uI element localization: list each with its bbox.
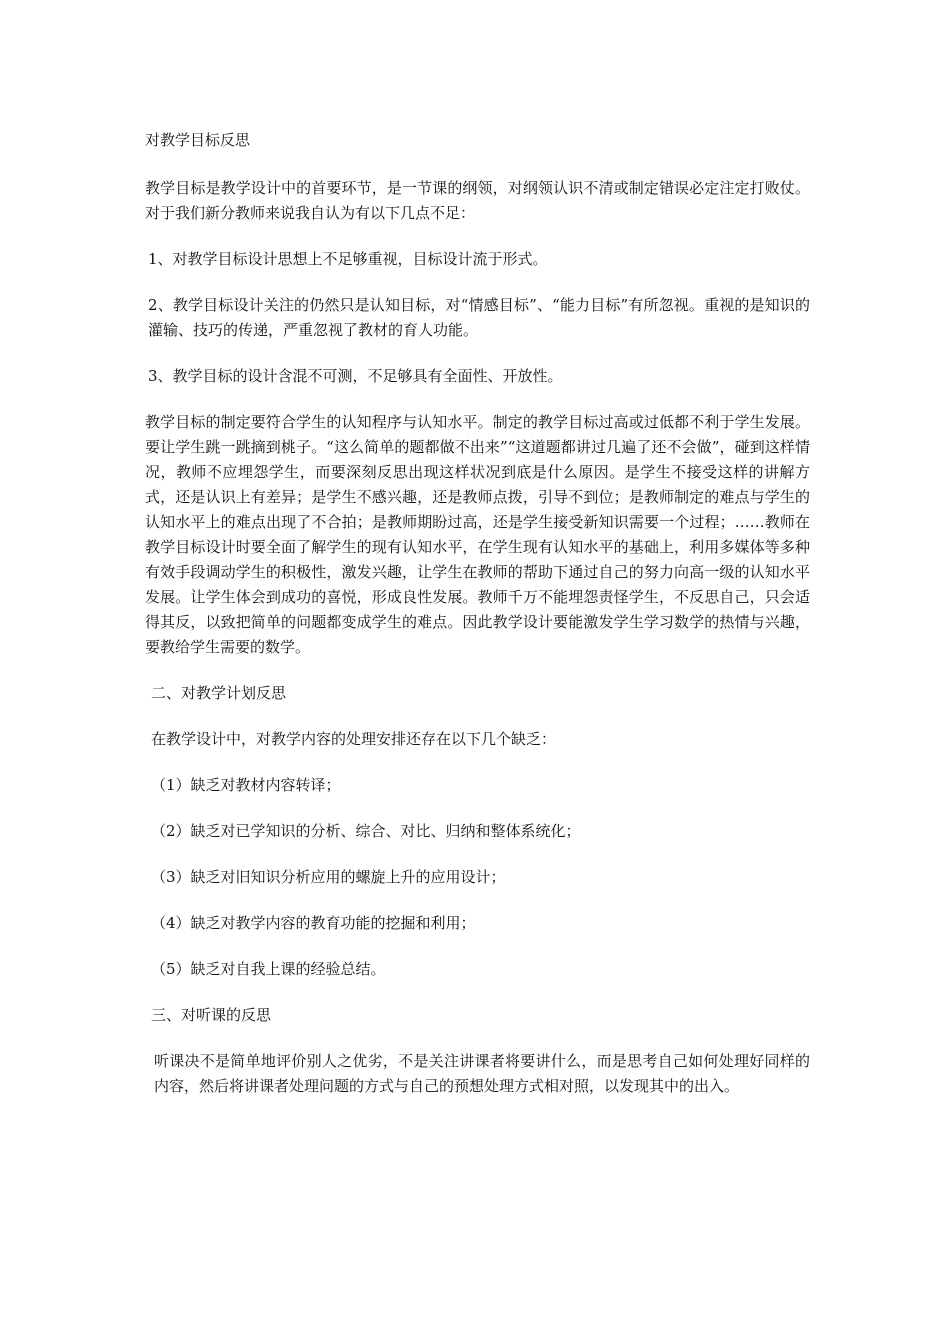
point-2: 2、教学目标设计关注的仍然只是认知目标，对“情感目标”、“能力目标”有所忽视。重视的是知识的灌输、技巧的传递，严重忽视了教材的育人功能。 bbox=[148, 296, 810, 339]
list-item: （3）缺乏对旧知识分析应用的螺旋上升的应用设计； bbox=[151, 868, 506, 886]
document-body bbox=[145, 128, 810, 1120]
analysis-paragraph: 教学目标的制定要符合学生的认知程序与认知水平。制定的教学目标过高或过低都不利于学生发展。要让学生跳一跳摘到桃子。“这么简单的题都做不出来”“这道题都讲过几遍了还不会做”，碰到这样情况，教师不应埋怨学生，而要深刻反思出现这样状况到底是什么原因。是学生不接受这样的讲解方式，还是认识上有差异；是学生不感兴趣，还是教师点拨，引导不到位；是教师制定的难点与学生的认知水平上的难点出现了不合拍；是教师期盼过高，还是学生接受新知识需要一个过程；……教师在教学目标设计时要全面了解学生的现有认知水平，在学生现有认知水平的基础上，利用多媒体等多种有效手段调动学生的积极性，激发兴趣，让学生在教师的帮助下通过自己的努力向高一级的认知水平发展。让学生体会到成功的喜悦，形成良性发展。教师千万不能埋怨责怪学生，不反思自己，只会适得其反，以致把简单的问题都变成学生的难点。因此教学设计要能激发学生学习数学的热情与兴趣，要教给学生需要的数学。 bbox=[145, 413, 810, 656]
document-title: 对教学目标反思 bbox=[145, 131, 251, 149]
point-1: 1、对教学目标设计思想上不足够重视，目标设计流于形式。 bbox=[148, 250, 548, 268]
section-3-heading: 三、对听课的反思 bbox=[151, 1006, 272, 1024]
point-3: 3、教学目标的设计含混不可测，不足够具有全面性、开放性。 bbox=[148, 367, 563, 385]
intro-paragraph: 教学目标是教学设计中的首要环节，是一节课的纲领，对纲领认识不清或制定错误必定注定打败仗。对于我们新分教师来说我自认为有以下几点不足： bbox=[145, 179, 810, 222]
list-item: （4）缺乏对教学内容的教育功能的挖掘和利用； bbox=[151, 914, 476, 932]
section-3-body: 听课决不是简单地评价别人之优劣，不是关注讲课者将要讲什么，而是思考自己如何处理好同样的内容，然后将讲课者处理问题的方式与自己的预想处理方式相对照，以发现其中的出入。 bbox=[154, 1052, 810, 1095]
section-2-intro: 在教学设计中，对教学内容的处理安排还存在以下几个缺乏： bbox=[151, 730, 557, 748]
list-item: （5）缺乏对自我上课的经验总结。 bbox=[151, 960, 386, 978]
list-item: （2）缺乏对已学知识的分析、综合、对比、归纳和整体系统化； bbox=[151, 822, 581, 840]
list-item: （1）缺乏对教材内容转译； bbox=[151, 776, 341, 794]
section-2-heading: 二、对教学计划反思 bbox=[151, 684, 287, 702]
